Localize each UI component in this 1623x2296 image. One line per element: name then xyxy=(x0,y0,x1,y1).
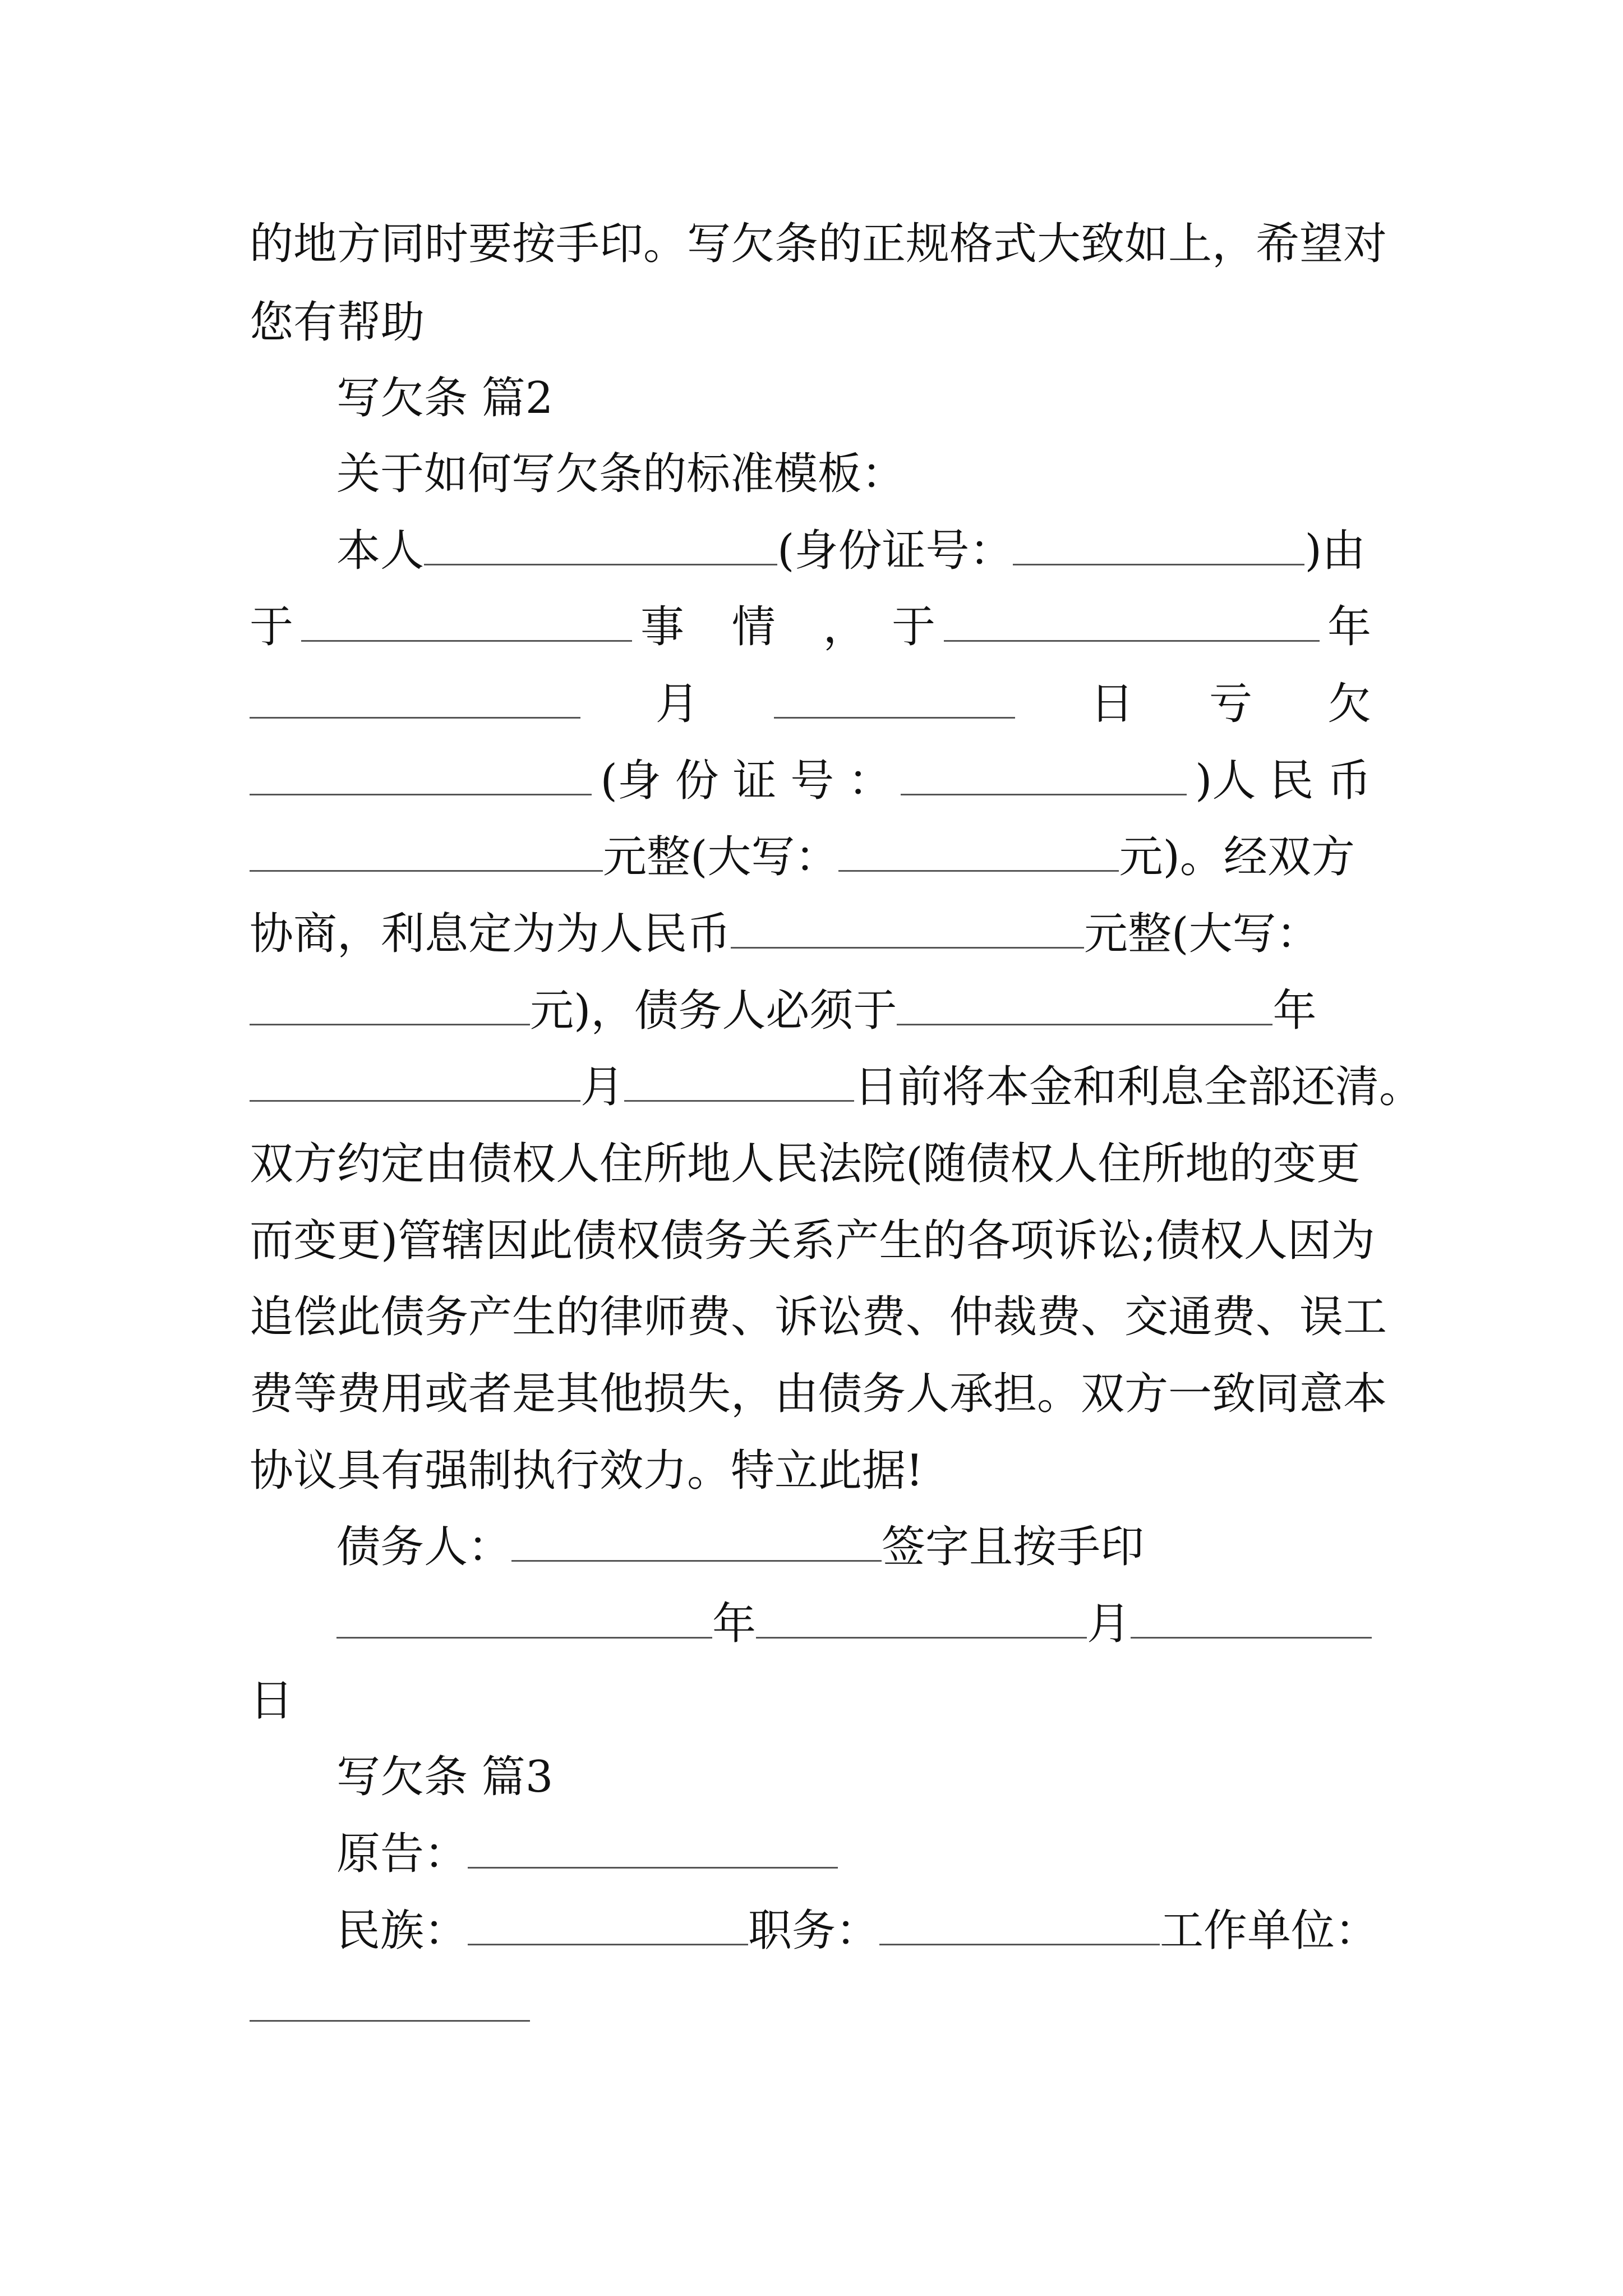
paragraph-line-1: 双方约定由债权人住所地人民法院(随债权人住所地的变更 xyxy=(250,1139,1361,1189)
paragraph-line-3: 追偿此债务产生的律师费、诉讼费、仲裁费、交通费、误工 xyxy=(250,1292,1387,1342)
section-2-heading: 写欠条 篇2 xyxy=(336,373,554,424)
text-yuanzheng: 元整(大写： xyxy=(603,832,839,882)
blank-sign-month xyxy=(756,1596,1087,1639)
blank-name xyxy=(424,523,777,565)
minzu-label: 民族： xyxy=(336,1906,468,1956)
blank-interest-capital xyxy=(250,983,530,1025)
blank-month xyxy=(250,677,580,719)
text-yuan-close: 元)。经双方 xyxy=(1119,832,1355,882)
text-ri: 日 xyxy=(1090,679,1134,729)
paragraph-line-2: 而变更)管辖因此债权债务关系产生的各项诉讼;债权人因为 xyxy=(250,1216,1375,1266)
blank-interest xyxy=(731,907,1084,949)
text-rmb: )人 民 币 xyxy=(1195,756,1371,806)
text-qian: 欠 xyxy=(1327,679,1371,729)
text-shiqing: 事 情 ， xyxy=(640,602,884,652)
plaintiff-label: 原告： xyxy=(336,1829,468,1879)
blank-matter xyxy=(301,600,632,642)
text-yuan-bixu: 元)，债务人必须于 xyxy=(530,986,897,1036)
template-line-2 xyxy=(250,599,1371,655)
template-line-6 xyxy=(250,906,1320,962)
plaintiff-line xyxy=(336,1826,838,1882)
intro-line-2: 您有帮助 xyxy=(250,297,425,348)
blank-minzu xyxy=(468,1903,748,1945)
blank-creditor xyxy=(250,753,592,795)
date-line xyxy=(336,1596,1372,1652)
text-idno-open: (身份证号： xyxy=(777,526,1013,576)
blank-year xyxy=(944,600,1320,642)
zhiwu-label: 职务： xyxy=(748,1906,880,1956)
text-you-close: )由 xyxy=(1304,526,1366,576)
blank-due-day xyxy=(624,1060,854,1102)
text-yuanzheng-2: 元整(大写： xyxy=(1084,909,1320,959)
text-yu-2: 于 xyxy=(892,602,936,652)
template-line-1 xyxy=(336,523,1366,579)
template-line-4 xyxy=(250,753,1371,809)
blank-sign-day xyxy=(1131,1596,1372,1639)
blank-amount-capital xyxy=(838,830,1119,872)
workplace-blank-line xyxy=(250,1979,530,2035)
template-line-7 xyxy=(250,983,1316,1039)
date-nian: 年 xyxy=(712,1599,757,1649)
blank-danwei xyxy=(250,1980,530,2022)
paragraph-line-4: 费等费用或者是其他损失，由债务人承担。双方一致同意本 xyxy=(250,1369,1387,1419)
template-line-8 xyxy=(250,1059,1423,1115)
blank-due-month xyxy=(250,1060,580,1102)
text-nian-2: 年 xyxy=(1272,986,1317,1036)
plaintiff-details-line xyxy=(336,1903,1378,1959)
blank-debtor xyxy=(511,1520,882,1562)
intro-line-1: 的地方同时要按手印。写欠条的正规格式大致如上，希望对 xyxy=(250,219,1387,269)
sign-label: 签字且按手印 xyxy=(882,1522,1145,1572)
paragraph-line-5: 协议具有强制执行效力。特立此据! xyxy=(250,1446,924,1496)
blank-creditor-idno xyxy=(901,753,1187,795)
template-title: 关于如何写欠条的标准模板： xyxy=(336,449,906,499)
blank-amount xyxy=(250,830,603,872)
blank-sign-year xyxy=(336,1596,712,1639)
text-kui: 亏 xyxy=(1209,679,1253,729)
text-idno-open-2: (身 份 证 号 ： xyxy=(600,756,892,806)
danwei-label: 工作单位： xyxy=(1160,1906,1379,1956)
template-line-5 xyxy=(250,829,1355,885)
text-ri-huanqing: 日前将本金和利息全部还清。 xyxy=(854,1062,1423,1112)
blank-idno xyxy=(1013,523,1304,565)
template-line-3 xyxy=(250,676,1371,732)
text-nian: 年 xyxy=(1327,602,1371,652)
text-yu: 于 xyxy=(250,602,294,652)
blank-day xyxy=(774,677,1015,719)
section-3-heading: 写欠条 篇3 xyxy=(336,1752,554,1802)
debtor-signature-line xyxy=(336,1519,1144,1575)
text-yue: 月 xyxy=(655,679,699,729)
date-ri: 日 xyxy=(250,1676,294,1726)
blank-zhiwu xyxy=(879,1903,1160,1945)
text-benren: 本人 xyxy=(336,526,425,576)
text-xieshang: 协商，利息定为为人民币 xyxy=(250,909,731,959)
debtor-label: 债务人： xyxy=(336,1522,512,1572)
blank-plaintiff xyxy=(468,1826,838,1869)
blank-due-year xyxy=(897,983,1272,1025)
date-yue: 月 xyxy=(1087,1599,1131,1649)
text-yue-2: 月 xyxy=(580,1062,625,1112)
